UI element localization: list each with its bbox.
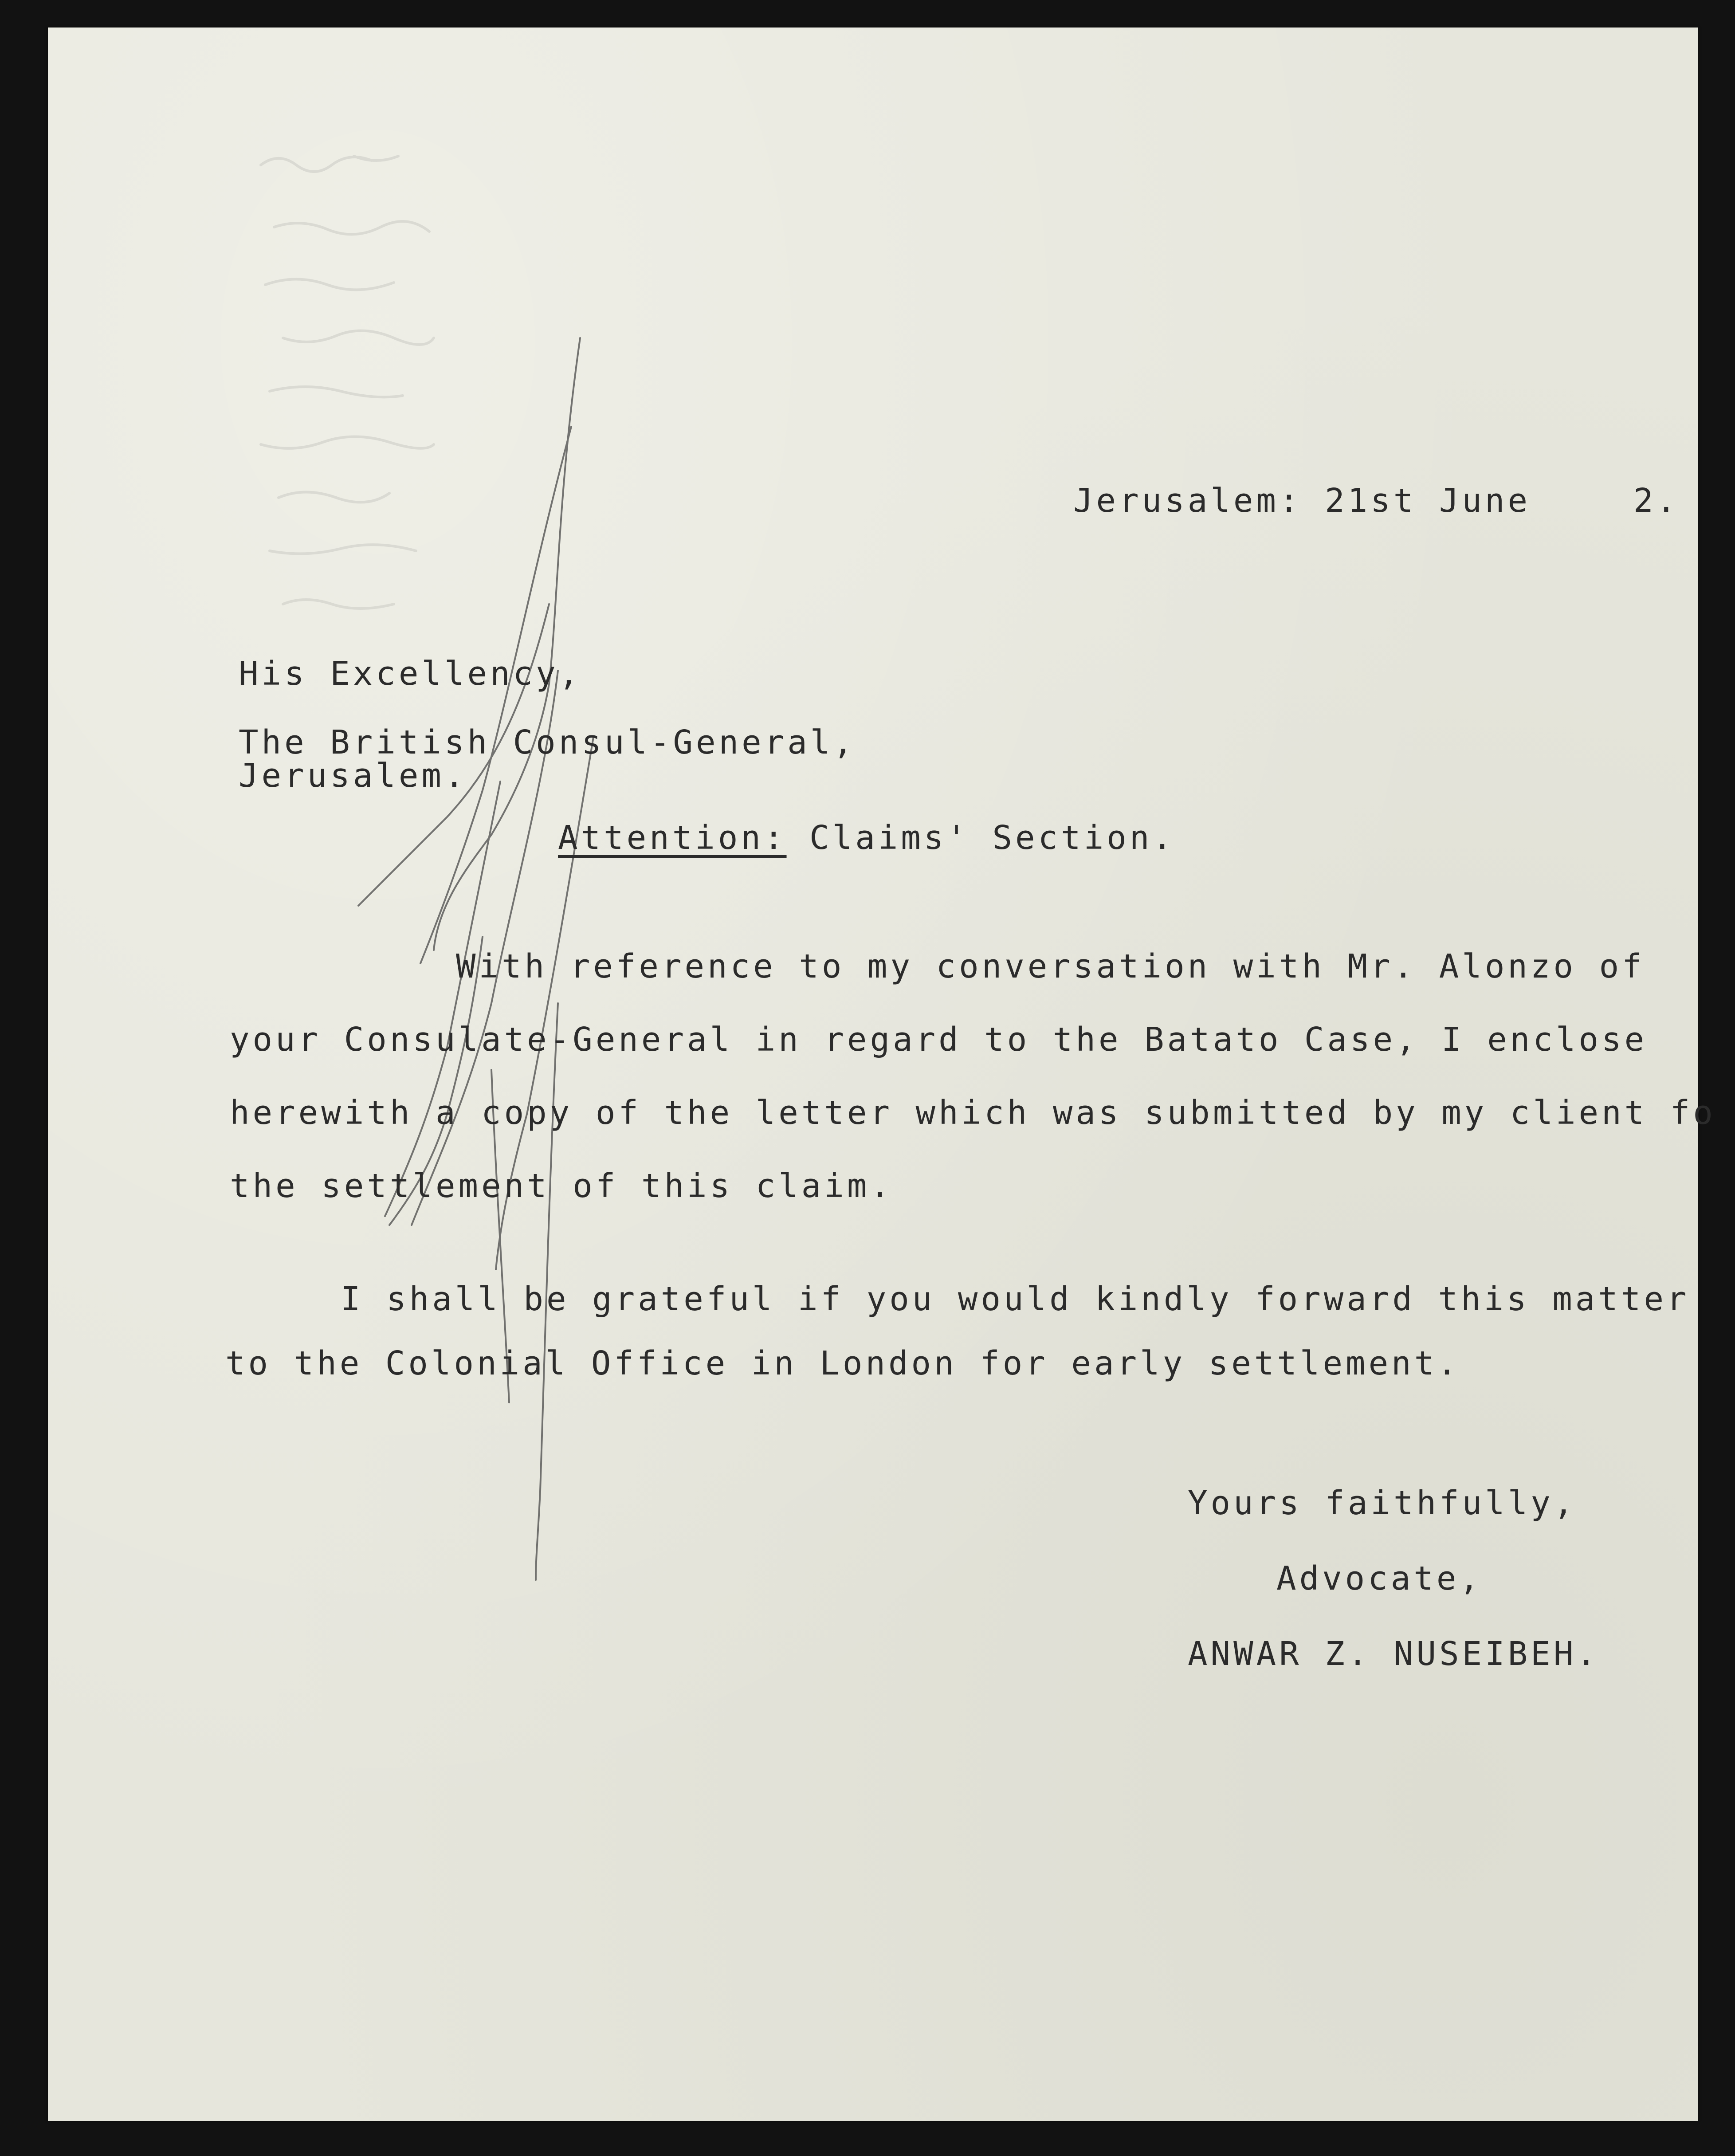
recipient-line-2: The British Consul-General, [239,723,856,762]
closing-title: Advocate, [1276,1559,1482,1598]
recipient-line-1: His Excellency, [239,655,582,693]
body-line-4: the settlement of this claim. [230,1167,893,1205]
attention-line [558,819,1175,857]
attention-value: Claims' Section. [809,819,1175,857]
attention-label: Attention: [558,819,787,857]
body-line-3: herewith a copy of the letter which was submitted by my client fo [230,1094,1716,1132]
body-line-1: With reference to my conversation with Mr. Alonzo of [456,947,1645,986]
closing-signature-name: ANWAR Z. NUSEIBEH. [1188,1635,1599,1673]
letter-page [48,27,1716,2121]
letter-date: Jerusalem: 21st June [1073,482,1531,520]
closing-salutation: Yours faithfully, [1188,1484,1577,1522]
recipient-line-3: Jerusalem. [239,757,467,795]
body-line-5: I shall be grateful if you would kindly forward this matter [341,1280,1690,1318]
pencil-scribbles [48,27,1698,2121]
letter-date-year: 2. [1633,482,1680,520]
body-line-6: to the Colonial Office in London for early settlement. [225,1344,1460,1382]
body-line-2: your Consulate-General in regard to the Batato Case, I enclose [230,1021,1648,1059]
